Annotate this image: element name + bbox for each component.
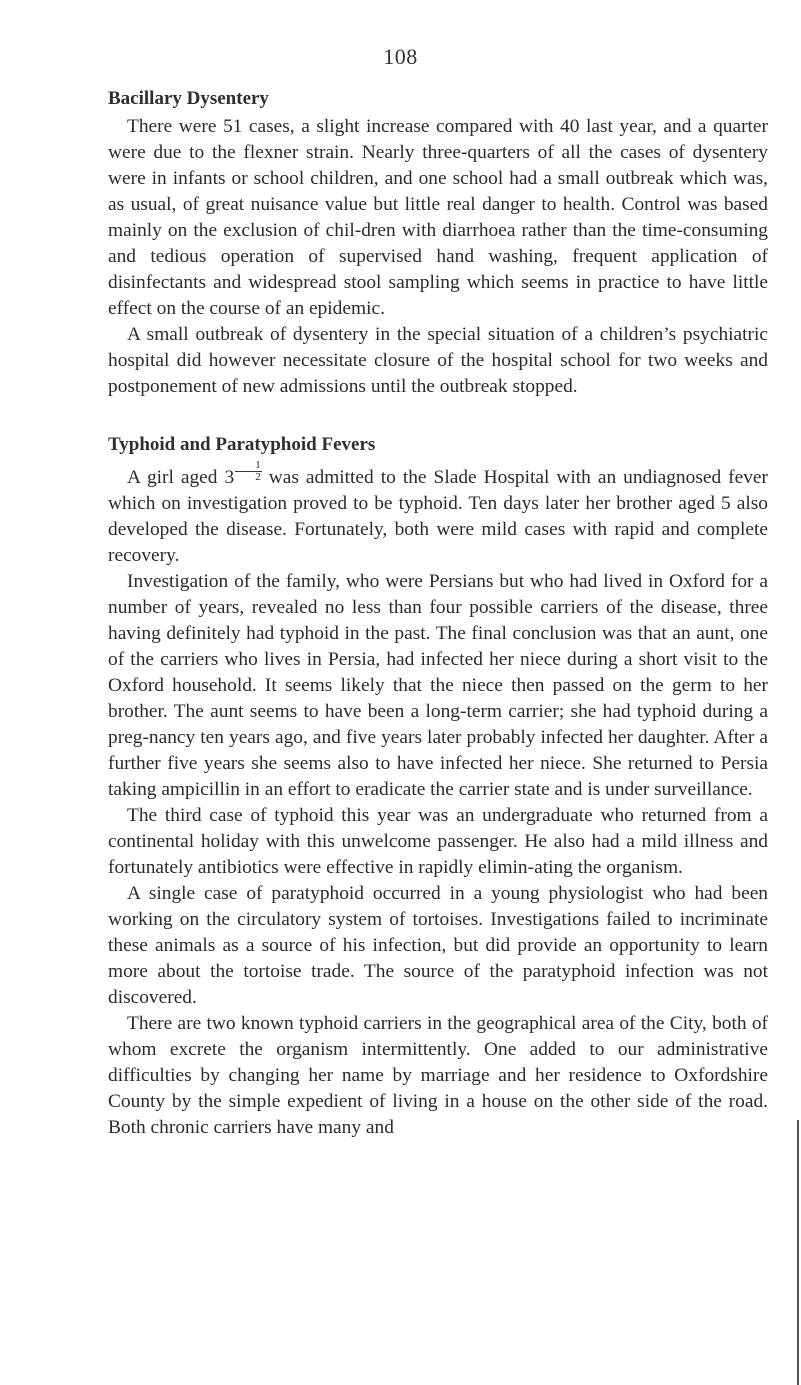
page-number: 108 [383,44,418,69]
fraction [235,460,262,483]
paragraph-prefix: A girl aged 3 [127,467,235,488]
paragraph: A single case of paratyphoid occurred in a young physiologist who had been working on the circulatory system of tortoises. Investigations failed to incriminate these animals as a source of his infection, but did provide an opportunity to learn more about the tortoise trade. The source of the paratyphoid infection was not discovered. [108,883,768,1008]
paragraph: There were 51 cases, a slight increase compared with 40 last year, and a quarter were due to the flexner strain. Nearly three-quarters of all the cases of dysentery were in infants or school children, and one school had a small outbreak which was, as usual, of great nuisance value but little real danger to health. Control was based mainly on the exclusion of chil-dren with diarrhoea rather than the time-consuming and tedious operation of supervised hand washing, frequent application of disinfectants and widespread stool sampling which seems in practice to have little effect on the course of an epidemic. [108,116,768,319]
paragraph: The third case of typhoid this year was an undergraduate who returned from a continental holiday with this unwelcome passenger. He also had a mild illness and fortunately antibiotics were effective in rapidly elimin-ating the organism. [108,805,768,878]
fraction-numerator: 1 [235,460,262,472]
section-heading-typhoid: Typhoid and Paratyphoid Fevers [108,434,376,455]
paragraph: There are two known typhoid carriers in the geographical area of the City, both of whom excrete the organism intermittently. One added to our administrative difficulties by changing her name by marriage and her residence to Oxfordshire County by the simple expedient of living in a house on the other side of the road. Both chronic carriers have many and [108,1013,768,1138]
page-body [108,86,768,1141]
paragraph-with-fraction [108,460,768,569]
scan-edge-shadow [797,1120,799,1385]
section-heading-dysentery: Bacillary Dysentery [108,88,269,109]
paragraph: Investigation of the family, who were Persians but who had lived in Oxford for a number of years, revealed no less than four possible carriers of the disease, three having definitely had typhoid in the past. The final conclusion was that an aunt, one of the carriers who lives in Persia, had infected her niece during a short visit to the Oxford household. It seems likely that the niece then passed on the germ to her brother. The aunt seems to have been a long-term carrier; she had typhoid during a preg-nancy ten years ago, and five years later probably infected her daughter. After a further five years she seems also to have infected her niece. She returned to Persia taking ampicillin in an effort to eradicate the carrier state and is under surveillance. [108,571,768,800]
paragraph: A small outbreak of dysentery in the special situation of a children’s psychiatric hospital did however necessitate closure of the hospital school for two weeks and postponement of new admissions until the outbreak stopped. [108,324,768,397]
paragraph-rest: was admitted to the Slade Hospital with an undiagnosed fever which on investigation proved to be typhoid. Ten days later her brother aged 5 also developed the disease. Fortunately, both were mild cases with rapid and complete recovery. [108,467,768,566]
fraction-denominator: 2 [255,471,261,483]
